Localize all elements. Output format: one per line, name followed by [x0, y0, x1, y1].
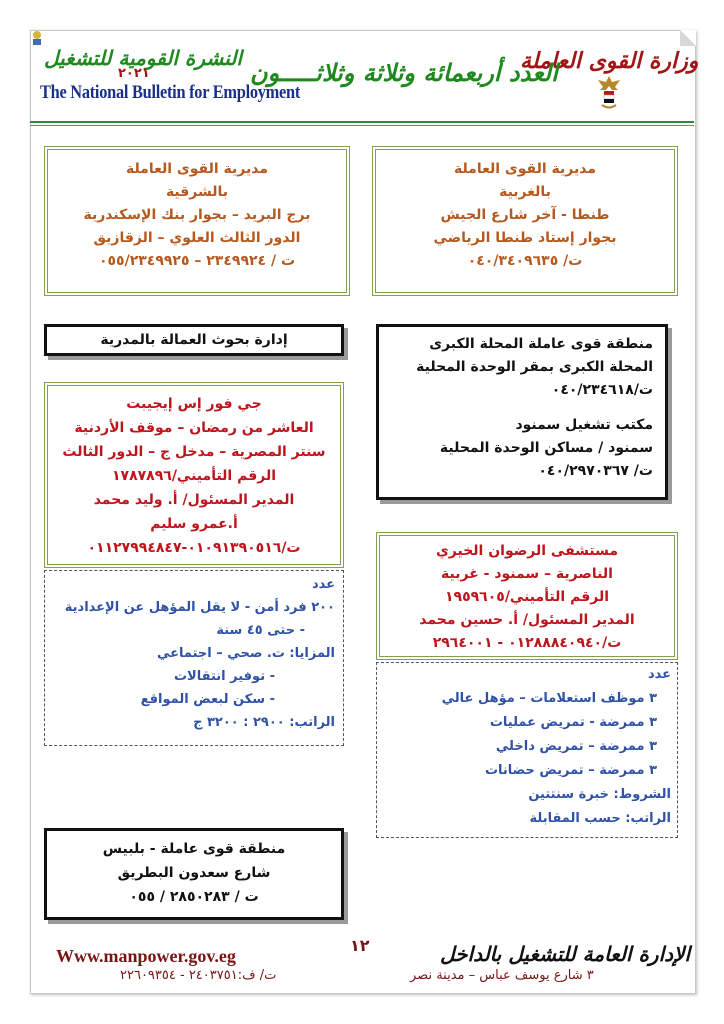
- page-number: ١٢: [350, 936, 370, 955]
- ministry-title: وزارة القوى العاملة: [520, 48, 699, 74]
- job-benefits: المزايا: ت. صحي – اجتماعي: [156, 646, 335, 661]
- belbeis-office-box: [44, 828, 344, 920]
- directorate-landmark: بجوار إستاد طنطا الرياضي: [433, 230, 617, 246]
- job-condition: - حتى ٤٥ سنة: [216, 623, 305, 638]
- office-name: مكتب تشغيل سمنود: [515, 417, 653, 433]
- job-salary: الراتب: ٢٩٠٠ : ٣٢٠٠ ج: [193, 715, 335, 730]
- sharqia-directorate-box: [44, 146, 350, 296]
- office-phone: ت/٠٤٠/٢٣٤٦١٨: [551, 382, 653, 398]
- bulletin-title-en: The National Bulletin for Employment: [40, 82, 301, 103]
- issue-title: العدد أربعمائة وثلاثة وثلاثـــــون: [250, 58, 558, 87]
- directorate-phone: ت/ ٠٤٠/٣٤٠٩٦٣٥: [467, 253, 583, 269]
- footer-department: الإدارة العامة للتشغيل بالداخل: [440, 942, 691, 966]
- bulletin-logo-icon: [30, 30, 44, 46]
- gharbia-directorate-box: [372, 146, 678, 296]
- employer-name: جي فور إس إيجيبت: [126, 396, 262, 412]
- page-fold-corner: [680, 30, 696, 46]
- footer-phone: ت/ ف:٢٤٠٣٧٥١ - ٢٢٦٠٩٣٥٤: [120, 968, 277, 983]
- directorate-phone: ت / ٢٣٤٩٩٢٤ – ٠٥٥/٢٣٤٩٩٢٥: [98, 253, 296, 269]
- count-header: عدد: [647, 667, 671, 682]
- office-address: المحلة الكبرى بمقر الوحدة المحلية: [416, 359, 653, 375]
- directorate-address: طنطا - آخر شارع الجيش: [440, 207, 610, 223]
- manager-name: المدير المسئول/ أ. وليد محمد: [93, 492, 295, 508]
- job-position: ٣ ممرضة – تمريض داخلي: [495, 739, 657, 754]
- manager-name: المدير المسئول/ أ. حسين محمد: [419, 612, 635, 628]
- radwan-hospital-box: [376, 532, 678, 660]
- website-link[interactable]: Www.manpower.gov.eg: [56, 946, 236, 966]
- office-phone: ت / ٢٨٥٠٢٨٣ / ٠٥٥: [129, 889, 259, 905]
- directorate-name: مديرية القوى العاملة: [125, 161, 269, 177]
- job-position: ٣ ممرضة – تمريض حضانات: [484, 763, 657, 778]
- office-address: شارع سعدون البطريق: [117, 865, 271, 881]
- job-conditions: الشروط: خبرة سنتتين: [528, 787, 671, 802]
- office-phone: ت/ ٠٤٠/٢٩٧٠٣٦٧: [538, 463, 653, 479]
- employer-phone: ت/٠١٠٩١٣٩٠٥١٦-٠١١٢٧٩٩٤٨٤٧: [87, 540, 301, 556]
- job-position: ٢٠٠ فرد أمن - لا يقل المؤهل عن الإعدادية: [64, 600, 335, 615]
- office-address: سمنود / مساكن الوحدة المحلية: [439, 440, 653, 456]
- research-title: إدارة بحوث العمالة بالمدرية: [100, 332, 288, 348]
- spacer-line: [387, 402, 653, 414]
- g4s-employer-box: [44, 382, 344, 568]
- manager-name-2: أ.عمرو سليم: [150, 516, 238, 532]
- office-name: منطقة قوى عاملة المحلة الكبرى: [429, 336, 653, 352]
- job-benefit-housing: - سكن لبعض المواقع: [140, 692, 275, 707]
- count-header: عدد: [311, 577, 335, 592]
- employer-name: مستشفى الرضوان الخيري: [435, 543, 619, 559]
- job-benefit-transport: - توفير انتقالات: [173, 669, 275, 684]
- employer-phone: ت/٠١٢٨٨٨٤٠٩٤٠ - ٢٩٦٤٠٠١: [432, 635, 622, 651]
- bulletin-year: ٢٠٢١: [118, 66, 150, 81]
- employment-research-box: [44, 324, 344, 356]
- insurance-number: الرقم التأميني/١٩٥٩٦٠٥: [444, 589, 609, 605]
- directorate-governorate: بالغربية: [499, 184, 551, 200]
- bulletin-title-ar: النشرة القومية للتشغيل: [44, 46, 242, 70]
- mahalla-office-box: [376, 324, 668, 500]
- header-divider-thin: [30, 125, 694, 126]
- directorate-governorate: بالشرقية: [165, 184, 229, 200]
- insurance-number: الرقم التأميني/١٧٨٧٨٩٦: [111, 468, 276, 484]
- directorate-address: برج البريد – بجوار بنك الإسكندرية: [83, 207, 311, 223]
- employer-address: العاشر من رمضان – موقف الأردنية: [74, 420, 314, 436]
- g4s-details-box: [44, 570, 344, 746]
- employer-address-detail: سنتر المصرية – مدخل ج – الدور الثالث: [62, 444, 326, 460]
- employer-address: الناصرية – سمنود - غربية: [441, 566, 613, 582]
- radwan-details-box: [376, 662, 678, 838]
- directorate-floor: الدور الثالث العلوي – الزقازيق: [93, 230, 301, 246]
- header-divider: [30, 121, 694, 123]
- job-salary: الراتب: حسب المقابلة: [529, 811, 671, 826]
- office-name: منطقة قوى عاملة - بلبيس: [102, 841, 286, 857]
- egypt-eagle-emblem-icon: [596, 74, 622, 112]
- directorate-name: مديرية القوى العاملة: [453, 161, 597, 177]
- job-position: ٣ موظف استعلامات – مؤهل عالي: [441, 691, 657, 706]
- footer-address: ٣ شارع يوسف عباس – مدينة نصر: [410, 968, 594, 983]
- job-position: ٣ ممرضة - تمريض عمليات: [489, 715, 657, 730]
